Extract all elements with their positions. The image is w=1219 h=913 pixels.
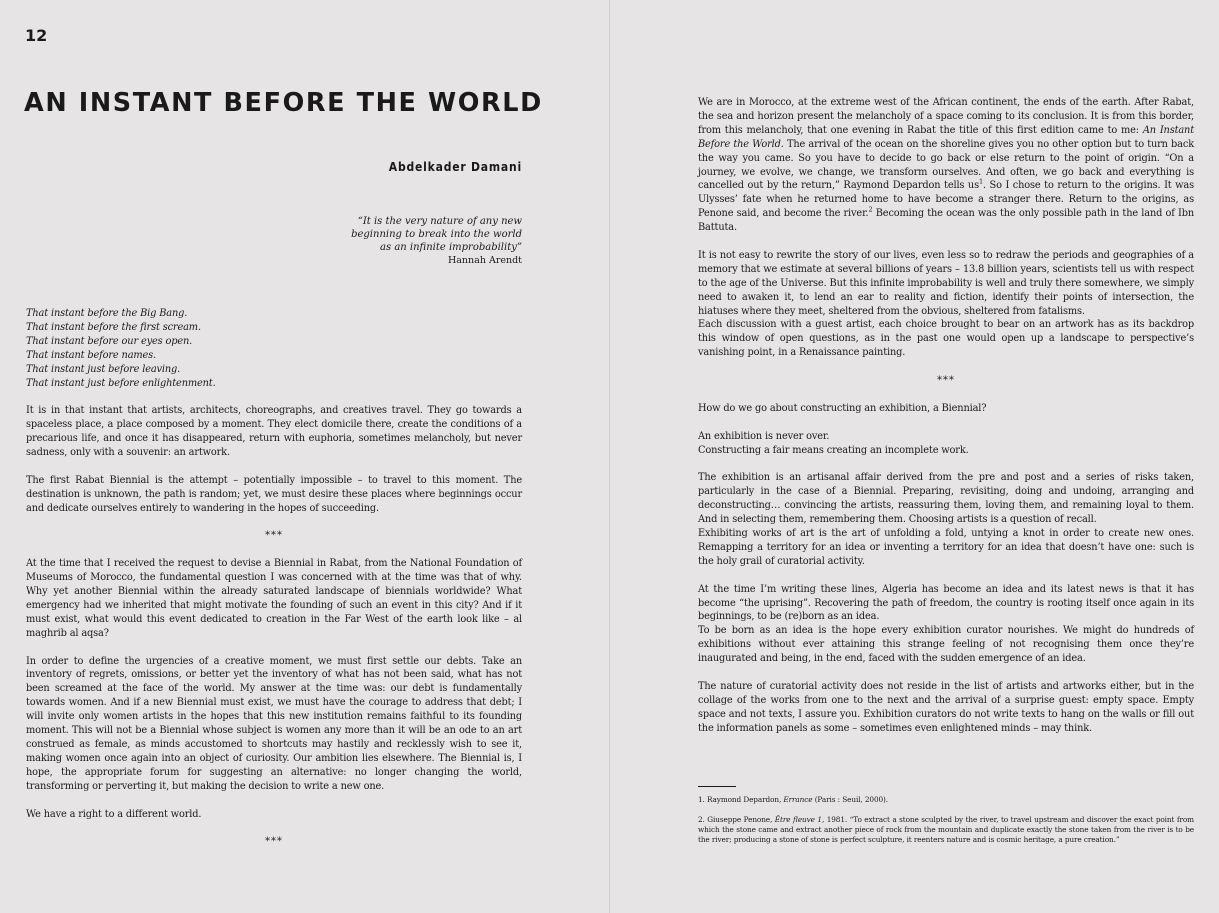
opening-poem — [26, 307, 522, 390]
body-paragraph: The nature of curatorial activity does not reside in the list of artists and artworks either, but in the collage of the works from one to the next and the arrival of a surprise guest: empty space. Empty space and not texts, I assure you. Exhibition curators do not write texts to hang on the walls or fill out the information panels as some – sometimes even enlightened minds – may think. — [698, 680, 1194, 734]
left-text-column — [26, 307, 522, 863]
footnote-ref: 2 — [868, 205, 873, 214]
section-separator: *** — [265, 836, 283, 848]
poem-line: That instant before names. — [26, 349, 157, 361]
body-paragraph: How do we go about constructing an exhibition, a Biennial? — [698, 402, 987, 414]
body-paragraph — [698, 96, 1194, 235]
footnote-2 — [698, 815, 1194, 845]
poem-line: That instant just before leaving. — [26, 363, 181, 375]
text-run: . So I chose to return to the origins. It was Ulysses’ fate when he returned home to have become a stranger there. Return to the origins, as Penone said, and become the river. — [698, 180, 1194, 220]
exhibition-title: An Instant Before the World. — [698, 124, 1194, 150]
footnote-rule — [698, 786, 736, 787]
text-run: (Paris : Seuil, 2000). — [812, 795, 888, 804]
poem-line: That instant just before enlightenment. — [26, 377, 216, 389]
article-title: AN INSTANT BEFORE THE WORLD — [24, 88, 543, 118]
section-separator: *** — [265, 530, 283, 542]
body-paragraph: It is not easy to rewrite the story of our lives, even less so to redraw the periods and geographies of a memory that we estimate at several billions of years – 13.8 billion years, scientists tell us with respect to the age of the Universe. But this infinite improbability is well and truly there somewhere, we simply need to awaken it, to lend an ear to reality and fiction, identify their points of intersection, the hiatuses where they meet, sheltered from the obvious, sheltered from fatalisms. — [698, 249, 1194, 317]
body-paragraph: The first Rabat Biennial is the attempt – potentially impossible – to travel to this moment. The destination is unknown, the path is random; yet, we must desire these places where beginnings occur and dedicate ourselves entirely to wandering in the hopes of succeeding. — [26, 474, 522, 514]
epigraph-quote-line: “It is the very nature of any new — [357, 216, 522, 227]
footnote-1 — [698, 795, 1194, 805]
epigraph-quote-line: beginning to break into the world — [351, 229, 522, 240]
right-text-column — [698, 96, 1194, 749]
epigraph — [222, 215, 522, 267]
right-page — [610, 0, 1219, 913]
footnote-ref: 1 — [978, 178, 983, 187]
footnotes — [698, 786, 1194, 855]
text-run: The arrival of the ocean on the shoreline gives you no other option but to turn back the way you came. So you have to decide to go back or else return to the point of origin. “On a journey, we evolve, we change, we transform ourselves. And often, we go back and everything is cancelled out by the return,” Raymond Depardon tells us — [698, 138, 1194, 192]
body-paragraph: At the time I’m writing these lines, Algeria has become an idea and its latest news is that it has become “the uprising”. Recovering the path of freedom, the country is rooting itself once again in its beginnings, to be (re)born as an idea. — [698, 583, 1194, 623]
body-paragraph: At the time that I received the request to devise a Biennial in Rabat, from the National Foundation of Museums of Morocco, the fundamental question I was concerned with at the time was that of why. Why yet another Biennial within the already saturated landscape of biennials worldwide? What emergency had we inherited that might motivate the founding of such an event in this city? And if it must exist, what would this event dedicated to creation in the Far West of the earth look like – al maghrib al aqsa? — [26, 558, 522, 639]
cited-title: Errance — [783, 795, 813, 804]
body-paragraph: The exhibition is an artisanal affair derived from the pre and post and a series of risks taken, particularly in the case of a Biennial. Preparing, revisiting, doing and undoing, arranging and deconstructing… convincing the artists, reassuring them, loving them, and remaining loyal to them. And in selecting them, remembering them. Choosing artists is a question of recall. — [698, 472, 1194, 526]
body-paragraph: We have a right to a different world. — [26, 808, 202, 820]
epigraph-quote-line: as an infinite improbability” — [380, 242, 522, 253]
text-run: Becoming the ocean was the only possible path in the land of Ibn Battuta. — [698, 208, 1194, 234]
text-run: 2. Giuseppe Penone, — [698, 815, 775, 824]
body-paragraph: In order to define the urgencies of a creative moment, we must first settle our debts. Take an inventory of regrets, omissions, or better yet the inventory of what has not been said, what has not been screamed at the face of the world. My answer at the time was: our debt is fundamentally towards women. And if a new Biennial must exist, we must have the courage to address that debt; I will invite only women artists in the hopes that this new institution remains faithful to its founding moment. This will not be a Biennial whose subject is women any more than it will be an ode to an art construed as female, as minds accustomed to shortcuts may hastily and recklessly wish to see it, making women once again into an object of curiosity. Our ambition lies elsewhere. The Biennial is, I hope, the appropriate forum for suggesting an alternative: no longer changing the world, transforming or perverting it, but making the decision to write a new one. — [26, 655, 522, 792]
text-run: 1. Raymond Depardon, — [698, 795, 784, 804]
body-paragraph: To be born as an idea is the hope every exhibition curator nourishes. We might do hundreds of exhibitions without ever attaining this strange feeling of not recognising them once they’re inaugurated and being, in the end, faced with the sudden emergence of an idea. — [698, 625, 1194, 665]
body-paragraph: An exhibition is never over. — [698, 430, 830, 442]
poem-line: That instant before the first scream. — [26, 321, 201, 333]
section-separator: *** — [937, 375, 955, 387]
cited-title: Être fleuve 1 — [774, 815, 822, 824]
poem-line: That instant before our eyes open. — [26, 335, 193, 347]
epigraph-source: Hannah Arendt — [447, 255, 522, 266]
body-paragraph: It is in that instant that artists, architects, choreographs, and creatives travel. They go towards a spaceless place, a place composed by a moment. They elect domicile there, create the conditions of a precarious life, and once it has disappeared, return with euphoria, sometimes melancholy, but never sadness, only with a souvenir: an artwork. — [26, 405, 522, 459]
author-name: Abdelkader Damani — [388, 160, 522, 174]
text-run: We are in Morocco, at the extreme west of the African continent, the ends of the earth. After Rabat, the sea and horizon present the melancholy of a space coming to its conclusion. It is from this border, from this melancholy, that one evening in Rabat the title of this first edition came to me: — [698, 97, 1194, 136]
text-run: , 1981. “To extract a stone sculpted by the river, to travel upstream and discover the exact point from which the stone came and extract another piece of rock from the mountain and duplicate exactly the stone taken from the river is to be the river; producing a stone of stone is perfect sculpture, it reenters nature and is cosmic heritage, a pure creation.” — [698, 815, 1194, 844]
body-paragraph: Constructing a fair means creating an incomplete work. — [698, 444, 969, 456]
body-paragraph: Each discussion with a guest artist, each choice brought to bear on an artwork has as its backdrop this window of open questions, as in the past one would open up a landscape to perspective’s vanishing point, in a Renaissance painting. — [698, 319, 1194, 359]
poem-line: That instant before the Big Bang. — [26, 308, 188, 319]
body-paragraph: Exhibiting works of art is the art of unfolding a fold, untying a knot in order to create new ones. Remapping a territory for an idea or inventing a territory for an idea that doesn’t have one: such is the holy grail of curatorial activity. — [698, 528, 1194, 567]
page-number: 12 — [25, 26, 48, 45]
left-page — [0, 0, 609, 913]
